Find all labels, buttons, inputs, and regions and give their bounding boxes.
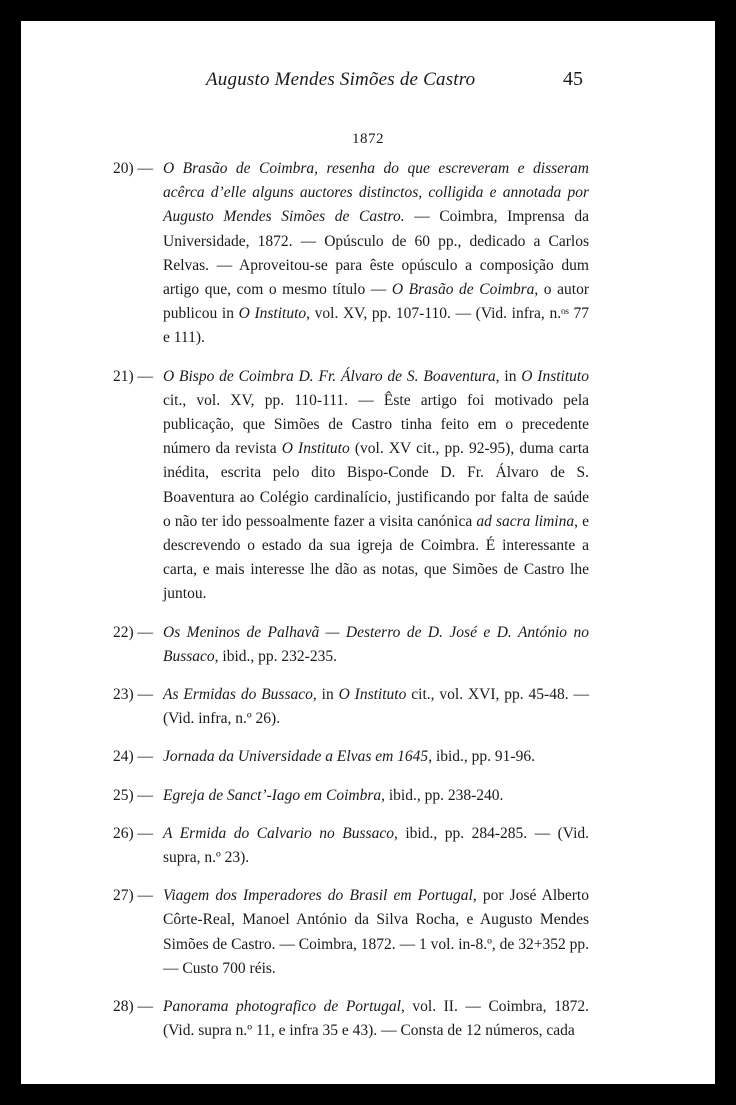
- entry-detail-text: , o autor publicou in: [163, 281, 589, 323]
- entry-text: [163, 365, 589, 607]
- running-title: Augusto Mendes Simões de Castro: [206, 69, 476, 90]
- entry-title-text: O Brasão de Coimbra: [391, 281, 535, 299]
- year-heading: 1872: [352, 131, 384, 147]
- document-page: [21, 21, 715, 1084]
- entry-number: 25) —: [113, 786, 154, 804]
- entry-title-text: O Instituto: [338, 686, 407, 704]
- bibliography-entry: [113, 621, 589, 669]
- entry-text: [163, 822, 589, 870]
- bibliography-entry: [113, 822, 589, 870]
- entry-detail-text: cit., vol. XVI, pp. 45-48. — (Vid. infra, n.º 26).: [163, 686, 589, 728]
- bibliography-entry: [113, 683, 589, 731]
- bibliography-entry: [113, 884, 589, 981]
- entry-detail-text: , ibid., pp. 238-240.: [381, 786, 504, 804]
- entry-number: 22) —: [113, 623, 154, 641]
- entry-number: 24) —: [113, 748, 154, 766]
- entry-number: 23) —: [113, 686, 154, 704]
- entry-title-text: A Ermida do Calvario no Bussaco: [163, 824, 394, 842]
- entry-number: 28) —: [113, 998, 154, 1016]
- bibliography-entry: [113, 784, 589, 808]
- entry-number: 20) —: [113, 160, 154, 177]
- entry-title-text: O Brasão de Coimbra, resenha do que escreveram e disseram acêrca d’elle alguns auctores distinctos, colligida e annotada por Augusto Mendes Simões de Castro.: [163, 160, 589, 226]
- entry-title-text: Viagem dos Imperadores do Brasil em Portugal: [163, 887, 473, 905]
- page-number: 45: [563, 68, 583, 90]
- entry-text: [163, 683, 589, 731]
- entry-title-text: Os Meninos de Palhavã — Desterro de D. José e D. António no Bussaco: [163, 623, 589, 665]
- page-header: [21, 69, 715, 99]
- entry-title-text: ad sacra limina: [476, 512, 575, 530]
- entry-number: 27) —: [113, 887, 154, 905]
- entry-number: 26) —: [113, 824, 154, 842]
- entry-detail-text: , vol. II. — Coimbra, 1872. (Vid. supra n.º 11, e infra 35 e 43). — Consta de 12 números, cada: [163, 998, 589, 1040]
- entry-title-text: O Bispo de Coimbra D. Fr. Álvaro de S. Boaventura: [163, 367, 496, 385]
- entry-detail-text: , in: [495, 367, 522, 385]
- entry-title-text: O Instituto: [521, 367, 589, 385]
- entry-text: [163, 995, 589, 1043]
- entry-text: [163, 884, 589, 981]
- entry-text: [163, 745, 589, 769]
- entry-detail-text: , por José Alberto Côrte-Real, Manoel António da Silva Rocha, e Augusto Mendes Simões de Castro. — Coimbra, 1872. — 1 vol. in-8.º, de 32+352 pp. — Custo 700 réis.: [163, 887, 589, 977]
- entry-detail-text: , in: [312, 686, 339, 704]
- entry-text: [163, 784, 589, 808]
- entry-title-text: O Instituto: [281, 440, 350, 458]
- entry-title-text: Panorama photografico de Portugal: [163, 998, 401, 1016]
- entry-number: 21) —: [113, 367, 154, 385]
- entry-title-text: O Instituto: [238, 305, 307, 323]
- entry-detail-text: (vol. XV cit., pp. 92-95), duma carta inédita, escrita pelo dito Bispo-Conde D. Fr. Álvaro de S. Boaventura ao Colégio cardinalício, justificando por falta de saúde o não ter ido pessoalmente fazer a visita canónica: [163, 440, 590, 530]
- entry-text: [163, 621, 589, 669]
- bibliography-entry: [113, 365, 589, 607]
- bibliography-entry: [113, 745, 589, 769]
- entry-detail-text: , ibid., pp. 232-235.: [214, 647, 337, 665]
- entry-title-text: Jornada da Universidade a Elvas em 1645: [163, 748, 429, 766]
- entry-detail-text: , e descrevendo o estado da sua igreja de Coimbra. É interessante a carta, e mais interesse lhe dão as notas, que Simões de Castro lhe juntou.: [163, 512, 589, 603]
- bibliography-list: [113, 157, 589, 1058]
- entry-detail-text: cit., vol. XV, pp. 110-111. — Êste artigo foi motivado pela publicação, que Simões de Castro tinha feito em o precedente número da revista: [163, 391, 589, 458]
- entry-detail-text: , ibid., pp. 284-285. — (Vid. supra, n.º 23).: [163, 824, 589, 867]
- bibliography-entry: [113, 995, 589, 1043]
- bibliography-entry: [113, 157, 589, 351]
- entry-detail-text: , vol. XV, pp. 107-110. — (Vid. infra, n.ᵒˢ 77 e 111).: [163, 305, 589, 347]
- entry-detail-text: , ibid., pp. 91-96.: [428, 748, 535, 766]
- entry-detail-text: — Coimbra, Imprensa da Universidade, 1872. — Opúsculo de 60 pp., dedicado a Carlos Relvas. — Aproveitou-se para êste opúsculo a composição dum artigo que, com o mesmo título —: [163, 208, 590, 299]
- entry-text: [163, 157, 589, 351]
- entry-title-text: As Ermidas do Bussaco: [163, 686, 313, 704]
- entry-title-text: Egreja de Sanct’-Iago em Coimbra: [163, 786, 382, 804]
